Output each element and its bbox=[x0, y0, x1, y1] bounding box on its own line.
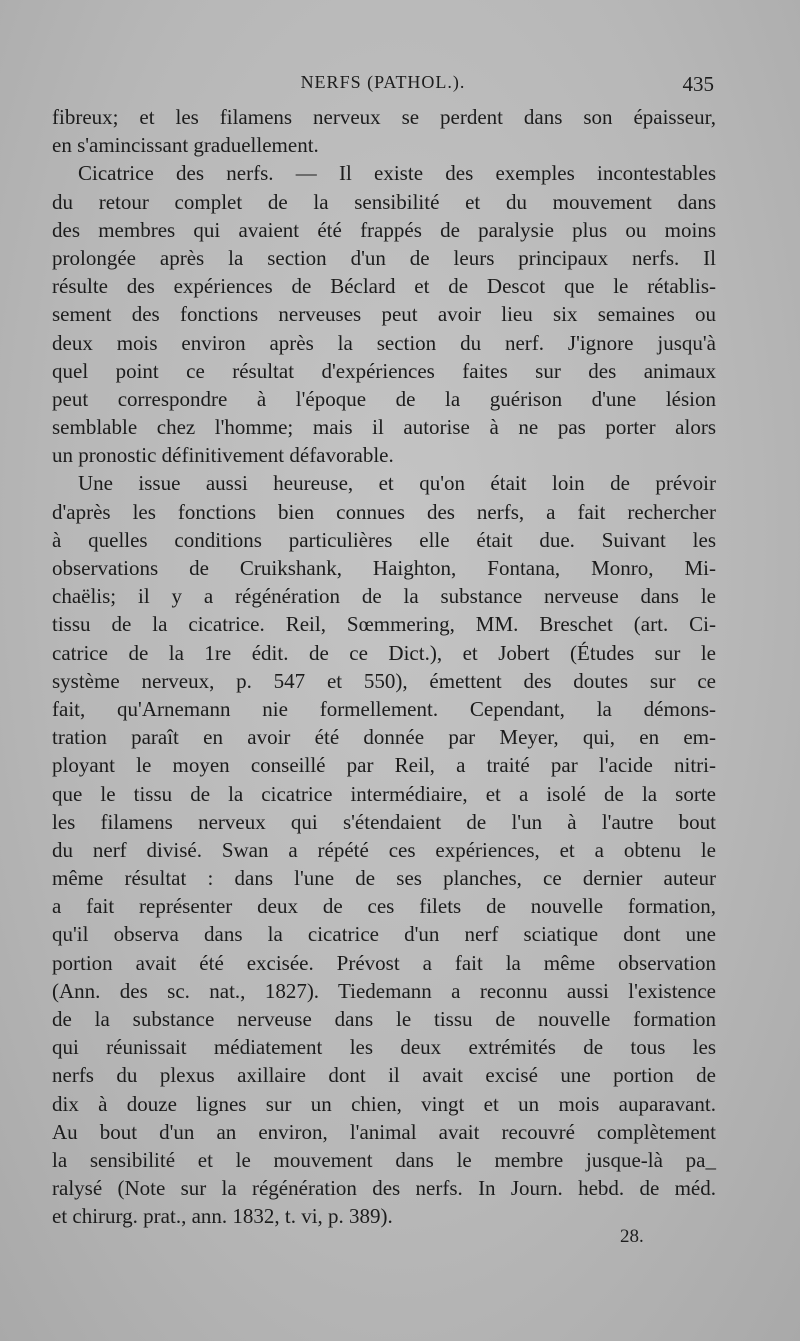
text-line: semblable chez l'homme; mais il autorise à ne pas porter alors bbox=[52, 415, 716, 440]
running-head: NERFS (PATHOL.). bbox=[300, 72, 466, 92]
text-line: du nerf divisé. Swan a répété ces expériences, et a obtenu le bbox=[52, 837, 716, 862]
text-line: ralysé (Note sur la régénération des nerfs. In Journ. hebd. de méd. bbox=[52, 1176, 716, 1201]
body-text bbox=[52, 103, 716, 1231]
text-line: à quelles conditions particulières elle était due. Suivant les bbox=[52, 527, 716, 552]
text-line: tration paraît en avoir été donnée par Meyer, qui, en em- bbox=[52, 725, 716, 750]
text-line: fait, qu'Arnemann nie formellement. Cependant, la démons- bbox=[52, 696, 716, 721]
page-header bbox=[52, 72, 714, 102]
text-line: système nerveux, p. 547 et 550), émettent des doutes sur ce bbox=[52, 668, 716, 693]
text-line: des membres qui avaient été frappés de paralysie plus ou moins bbox=[52, 217, 716, 242]
text-line: catrice de la 1re édit. de ce Dict.), et Jobert (Études sur le bbox=[52, 640, 716, 665]
text-line: chaëlis; il y a régénération de la substance nerveuse dans le bbox=[52, 584, 716, 609]
text-line: du retour complet de la sensibilité et du mouvement dans bbox=[52, 189, 716, 214]
text-line: Cicatrice des nerfs. — Il existe des exemples incontestables bbox=[78, 161, 716, 186]
text-line: la sensibilité et le mouvement dans le membre jusque-là pa_ bbox=[52, 1147, 716, 1172]
text-line: résulte des expériences de Béclard et de Descot que le rétablis- bbox=[52, 274, 716, 299]
signature-mark: 28. bbox=[620, 1226, 644, 1247]
text-line: nerfs du plexus axillaire dont il avait excisé une portion de bbox=[52, 1063, 716, 1088]
text-line: ployant le moyen conseillé par Reil, a traité par l'acide nitri- bbox=[52, 753, 716, 778]
text-line: de la substance nerveuse dans le tissu de nouvelle formation bbox=[52, 1007, 716, 1031]
text-line: qu'il observa dans la cicatrice d'un nerf sciatique dont une bbox=[52, 922, 716, 947]
text-line: que le tissu de la cicatrice intermédiaire, et a isolé de la sorte bbox=[52, 781, 716, 806]
text-line: en s'amincissant graduellement. bbox=[52, 133, 319, 158]
text-line: deux mois environ après la section du nerf. J'ignore jusqu'à bbox=[52, 330, 716, 355]
text-line: tissu de la cicatrice. Reil, Sœmmering, MM. Breschet (art. Ci- bbox=[52, 612, 716, 637]
text-line: même résultat : dans l'une de ses planches, ce dernier auteur bbox=[52, 866, 716, 891]
text-line: Une issue aussi heureuse, et qu'on était loin de prévoir bbox=[78, 471, 716, 496]
text-line: a fait représenter deux de ces filets de nouvelle formation, bbox=[52, 894, 716, 919]
text-line: d'après les fonctions bien connues des nerfs, a fait rechercher bbox=[52, 499, 716, 524]
text-line: Au bout d'un an environ, l'animal avait recouvré complètement bbox=[52, 1119, 716, 1144]
text-line: prolongée après la section d'un de leurs principaux nerfs. Il bbox=[52, 245, 716, 270]
text-line: dix à douze lignes sur un chien, vingt et un mois auparavant. bbox=[52, 1091, 716, 1116]
text-line: fibreux; et les filamens nerveux se perdent dans son épaisseur, bbox=[52, 105, 716, 129]
text-line: peut correspondre à l'époque de la guérison d'une lésion bbox=[52, 386, 716, 411]
text-line: portion avait été excisée. Prévost a fait la même observation bbox=[52, 950, 716, 975]
text-line: quel point ce résultat d'expériences faites sur des animaux bbox=[52, 358, 716, 383]
text-line: et chirurg. prat., ann. 1832, t. vi, p. 389). bbox=[52, 1204, 393, 1229]
text-line: sement des fonctions nerveuses peut avoir lieu six semaines ou bbox=[52, 302, 716, 327]
text-line: observations de Cruikshank, Haighton, Fontana, Monro, Mi- bbox=[52, 556, 716, 580]
text-line: un pronostic définitivement défavorable. bbox=[52, 443, 394, 468]
text-line: (Ann. des sc. nat., 1827). Tiedemann a reconnu aussi l'existence bbox=[52, 978, 716, 1003]
page-number: 435 bbox=[682, 72, 714, 96]
text-line: qui réunissait médiatement les deux extrémités de tous les bbox=[52, 1035, 716, 1060]
text-line: les filamens nerveux qui s'étendaient de l'un à l'autre bout bbox=[52, 809, 716, 834]
